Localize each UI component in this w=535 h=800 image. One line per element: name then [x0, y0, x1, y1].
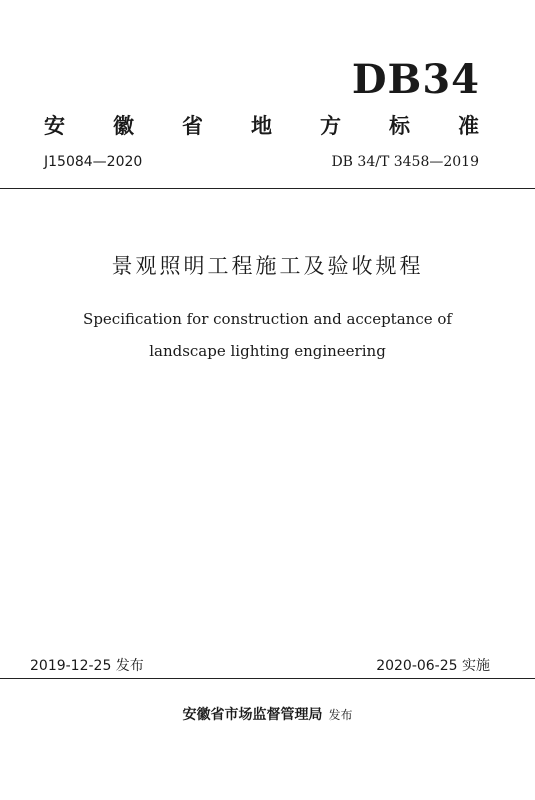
- issuer-name: 安徽省市场监督管理局: [182, 707, 323, 723]
- category-char: 徽: [113, 114, 134, 138]
- title-english-line: Specification for construction and acceptance of: [83, 310, 452, 328]
- title-english: [0, 303, 535, 367]
- issuer-action: 发布: [328, 708, 353, 722]
- category-char: 地: [251, 114, 272, 138]
- standard-number: DB 34/T 3458—2019: [331, 154, 479, 170]
- standard-category: [44, 116, 479, 137]
- header-divider: [0, 188, 535, 189]
- implementation-date: 2020-06-25 实施: [376, 658, 490, 674]
- category-char: 省: [182, 114, 203, 138]
- record-number: J15084—2020: [44, 154, 143, 170]
- category-char: 标: [389, 114, 410, 138]
- title-chinese: 景观照明工程施工及验收规程: [111, 254, 424, 278]
- issue-date: 2019-12-25 发布: [30, 658, 144, 674]
- title-english-line: landscape lighting engineering: [149, 342, 386, 360]
- category-char: 安: [44, 114, 65, 138]
- issuer: [0, 708, 535, 722]
- footer-divider: [0, 678, 535, 679]
- standard-code: DB34: [351, 56, 480, 103]
- category-char: 方: [320, 114, 341, 138]
- category-char: 准: [458, 114, 479, 138]
